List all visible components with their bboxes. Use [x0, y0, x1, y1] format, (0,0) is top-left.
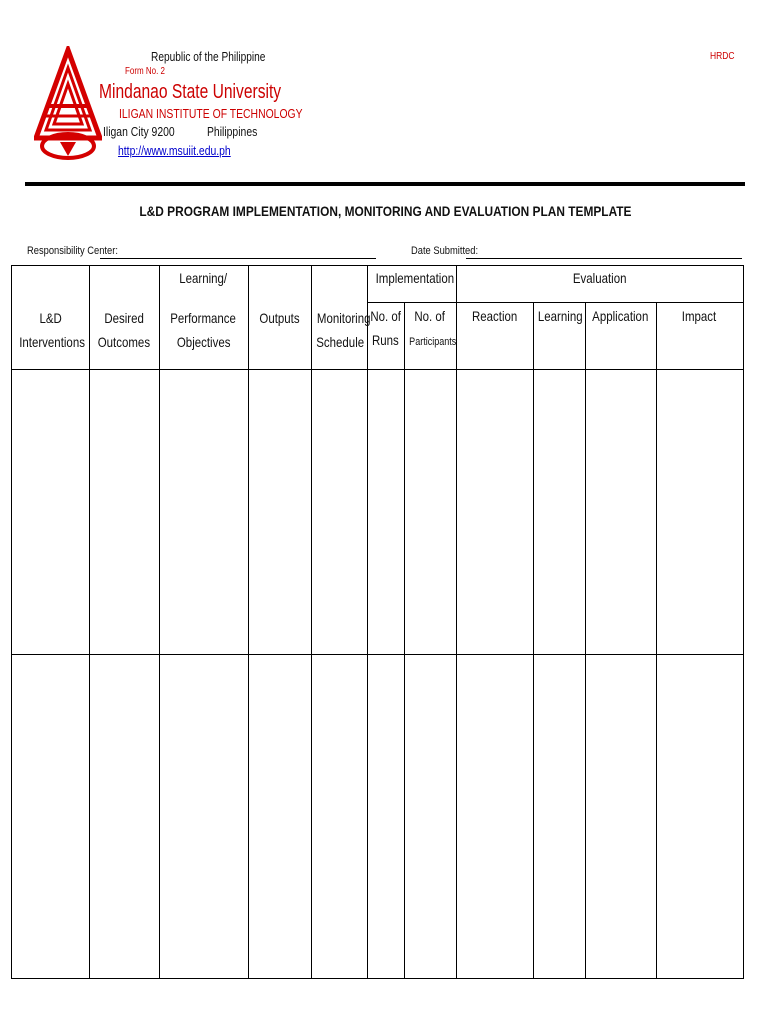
responsibility-center-label: Responsibility Center: — [27, 245, 118, 257]
col-performance-objectives: Performance Objectives — [170, 310, 237, 350]
document-title: L&D PROGRAM IMPLEMENTATION, MONITORING AND EVALUATION PLAN TEMPLATE — [138, 203, 632, 219]
col-no-of-runs: No. of Runs — [370, 308, 401, 348]
implementation-group-header: Implementation — [375, 270, 455, 286]
col-outputs: Outputs — [259, 310, 300, 326]
country-text: Philippines — [207, 124, 258, 139]
header-divider — [25, 182, 745, 186]
university-name: Mindanao State University — [99, 81, 282, 103]
plan-table — [11, 265, 744, 979]
evaluation-group-header: Evaluation — [572, 270, 627, 286]
form-number: Form No. 2 — [125, 66, 166, 77]
col-application: Application — [592, 308, 649, 324]
table-row[interactable] — [12, 370, 743, 654]
date-submitted-label: Date Submitted: — [411, 245, 479, 257]
date-submitted-field[interactable] — [466, 258, 742, 259]
responsibility-center-field[interactable] — [100, 258, 376, 259]
table-row[interactable] — [12, 655, 743, 978]
office-code: HRDC — [710, 51, 735, 62]
institute-name: ILIGAN INSTITUTE OF TECHNOLOGY — [119, 106, 303, 121]
col-learning: Learning — [537, 308, 583, 324]
learning-group-header: Learning/ — [179, 270, 228, 286]
col-ld-interventions: L&D Interventions — [19, 310, 85, 350]
col-impact: Impact — [682, 308, 717, 324]
col-monitoring-schedule: Monitoring Schedule — [316, 310, 371, 350]
col-no-of-participants: No. of Participants — [409, 308, 457, 348]
republic-text: Republic of the Philippine — [151, 49, 266, 64]
city-text: Iligan City 9200 — [103, 124, 175, 139]
university-logo — [34, 46, 102, 166]
col-desired-outcomes: Desired Outcomes — [97, 310, 151, 350]
university-website-link[interactable]: http://www.msuiit.edu.ph — [118, 143, 231, 158]
col-reaction: Reaction — [471, 308, 518, 324]
